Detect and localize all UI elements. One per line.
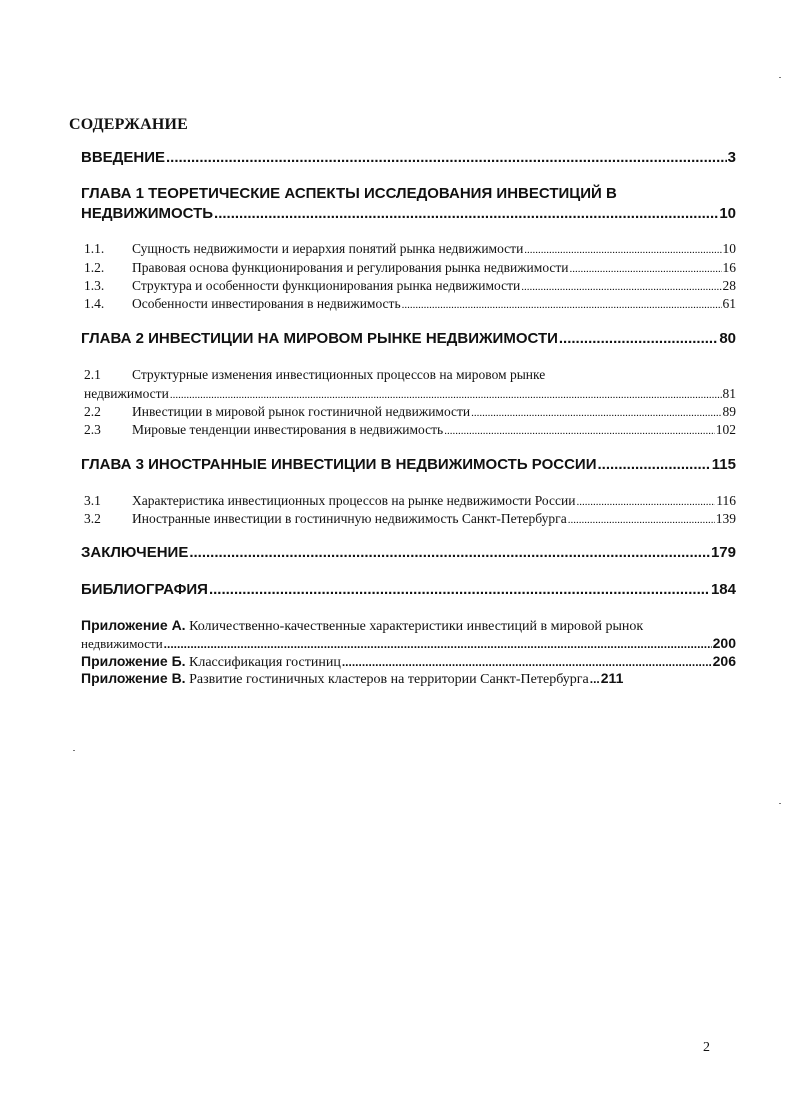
toc-entry-intro[interactable] [81,149,736,166]
toc-page-number: 89 [722,404,736,419]
toc-page-number: 28 [722,278,736,293]
section-number: 1.1. [84,241,105,256]
leader-dots [597,456,710,473]
scan-speck [779,77,781,78]
toc-entry-label: ГЛАВА 2 ИНВЕСТИЦИИ НА МИРОВОМ РЫНКЕ НЕДВИЖИМОСТИ [81,330,558,347]
toc-entry-label: Характеристика инвестиционных процессов на рынке недвижимости России [132,493,576,508]
toc-entry-label: ВВЕДЕНИЕ [81,149,165,166]
leader-dots [568,514,715,526]
toc-entry-chapter1-line1[interactable] [81,185,736,202]
toc-entry-label: Классификация гостиниц [189,655,341,670]
toc-page-number: 206 [712,653,736,669]
toc-entry-bibliography[interactable] [81,581,736,598]
toc-entry-label: недвижимости [84,386,169,401]
toc-entry-label: Правовая основа функционирования и регулирования рынка недвижимости [132,260,569,275]
toc-entry-label: Количественно-качественные характеристики инвестиций в мировой рынок [189,619,644,634]
section-number: 2.1 [84,367,101,382]
toc-entry-section-2-3[interactable] [84,422,736,438]
leader-dots [166,149,727,166]
toc-entry-section-1-2[interactable] [84,260,736,276]
page-title: СОДЕРЖАНИЕ [69,116,189,133]
section-number: 2.3 [84,422,101,437]
toc-entry-label: Иностранные инвестиции в гостиничную недвижимость Санкт-Петербурга [132,511,567,526]
section-number: 2.2 [84,404,101,419]
page-number: 2 [703,1040,710,1055]
toc-entry-label: Инвестиции в мировой рынок гостиничной недвижимости [132,404,471,419]
section-number: 1.3. [84,278,105,293]
toc-page-number: 3 [727,149,736,166]
toc-entry-section-3-2[interactable] [84,511,736,527]
toc-page-number: 81 [722,386,736,401]
toc-entry-section-1-4[interactable] [84,296,736,312]
toc-page-number: 10 [719,205,736,222]
leader-dots [444,425,715,437]
leader-dots [209,581,710,598]
toc-entry-appendix-c[interactable] [81,670,736,688]
scan-speck [779,803,781,804]
appendix-label: Приложение Б. [81,653,186,669]
leader-dots [521,281,721,293]
scan-speck [73,750,75,751]
toc-page-number: 102 [715,422,736,437]
toc-entry-label: ЗАКЛЮЧЕНИЕ [81,544,189,561]
leader-dots [402,299,722,311]
toc-entry-label: Структура и особенности функционирования рынка недвижимости [132,278,521,293]
toc-entry-conclusion[interactable] [81,544,736,561]
toc-page-number: 10 [722,241,736,256]
section-number: 1.4. [84,296,105,311]
toc-entry-section-2-1-line1[interactable] [84,367,545,383]
leader-dots [170,389,722,401]
toc-entry-label: ГЛАВА 1 ТЕОРЕТИЧЕСКИЕ АСПЕКТЫ ИССЛЕДОВАНИЯ ИНВЕСТИЦИЙ В [81,185,617,202]
toc-entry-chapter2[interactable] [81,330,736,347]
section-number: 3.1 [84,493,101,508]
leader-dots [559,330,718,347]
toc-page-number: 179 [710,544,736,561]
toc-entry-label: недвижимости [81,636,163,651]
leader-dots [342,655,712,669]
toc-entry-label: ГЛАВА 3 ИНОСТРАННЫЕ ИНВЕСТИЦИИ В НЕДВИЖИМОСТЬ РОССИИ [81,456,597,473]
toc-page-number: 16 [722,260,736,275]
toc-page-number: 211 [600,670,624,686]
section-number: 1.2. [84,260,105,275]
toc-entry-section-1-3[interactable] [84,278,736,294]
leader-dots [164,637,712,651]
leader-dots [214,205,718,222]
toc-entry-label: Структурные изменения инвестиционных процессов на мировом рынке [132,367,546,382]
leader-dots [570,263,722,275]
toc-entry-label: Мировые тенденции инвестирования в недвижимость [132,422,444,437]
toc-entry-section-3-1[interactable] [84,493,736,509]
toc-entry-appendix-a-line1[interactable] [81,617,736,635]
leader-dots [590,672,600,686]
toc-entry-label: НЕДВИЖИМОСТЬ [81,205,214,222]
toc-entry-appendix-b[interactable] [81,653,736,671]
toc-page-number: 184 [710,581,736,598]
toc-page-number: 115 [711,456,736,473]
toc-page-number: 80 [719,330,736,347]
toc-entry-section-2-2[interactable] [84,404,736,420]
toc-page-number: 116 [716,493,736,508]
appendix-label: Приложение А. [81,617,186,633]
toc-page-number: 139 [715,511,736,526]
toc-entry-label: БИБЛИОГРАФИЯ [81,581,208,598]
leader-dots [524,244,721,256]
toc-entry-section-2-1[interactable] [84,386,736,402]
leader-dots [576,496,715,508]
toc-entry-chapter3[interactable] [81,456,736,473]
toc-entry-appendix-a[interactable] [81,635,736,652]
toc-entry-label: Сущность недвижимости и иерархия понятий рынка недвижимости [132,241,524,256]
toc-entry-section-1-1[interactable] [84,241,736,257]
toc-page-number: 61 [722,296,736,311]
leader-dots [189,544,710,561]
section-number: 3.2 [84,511,101,526]
leader-dots [471,407,721,419]
appendix-label: Приложение В. [81,670,186,686]
toc-entry-chapter1[interactable] [81,205,736,222]
toc-entry-label: Особенности инвестирования в недвижимость [132,296,401,311]
toc-page-number: 200 [712,635,736,651]
toc-entry-label: Развитие гостиничных кластеров на территории Санкт-Петербурга [189,672,589,687]
